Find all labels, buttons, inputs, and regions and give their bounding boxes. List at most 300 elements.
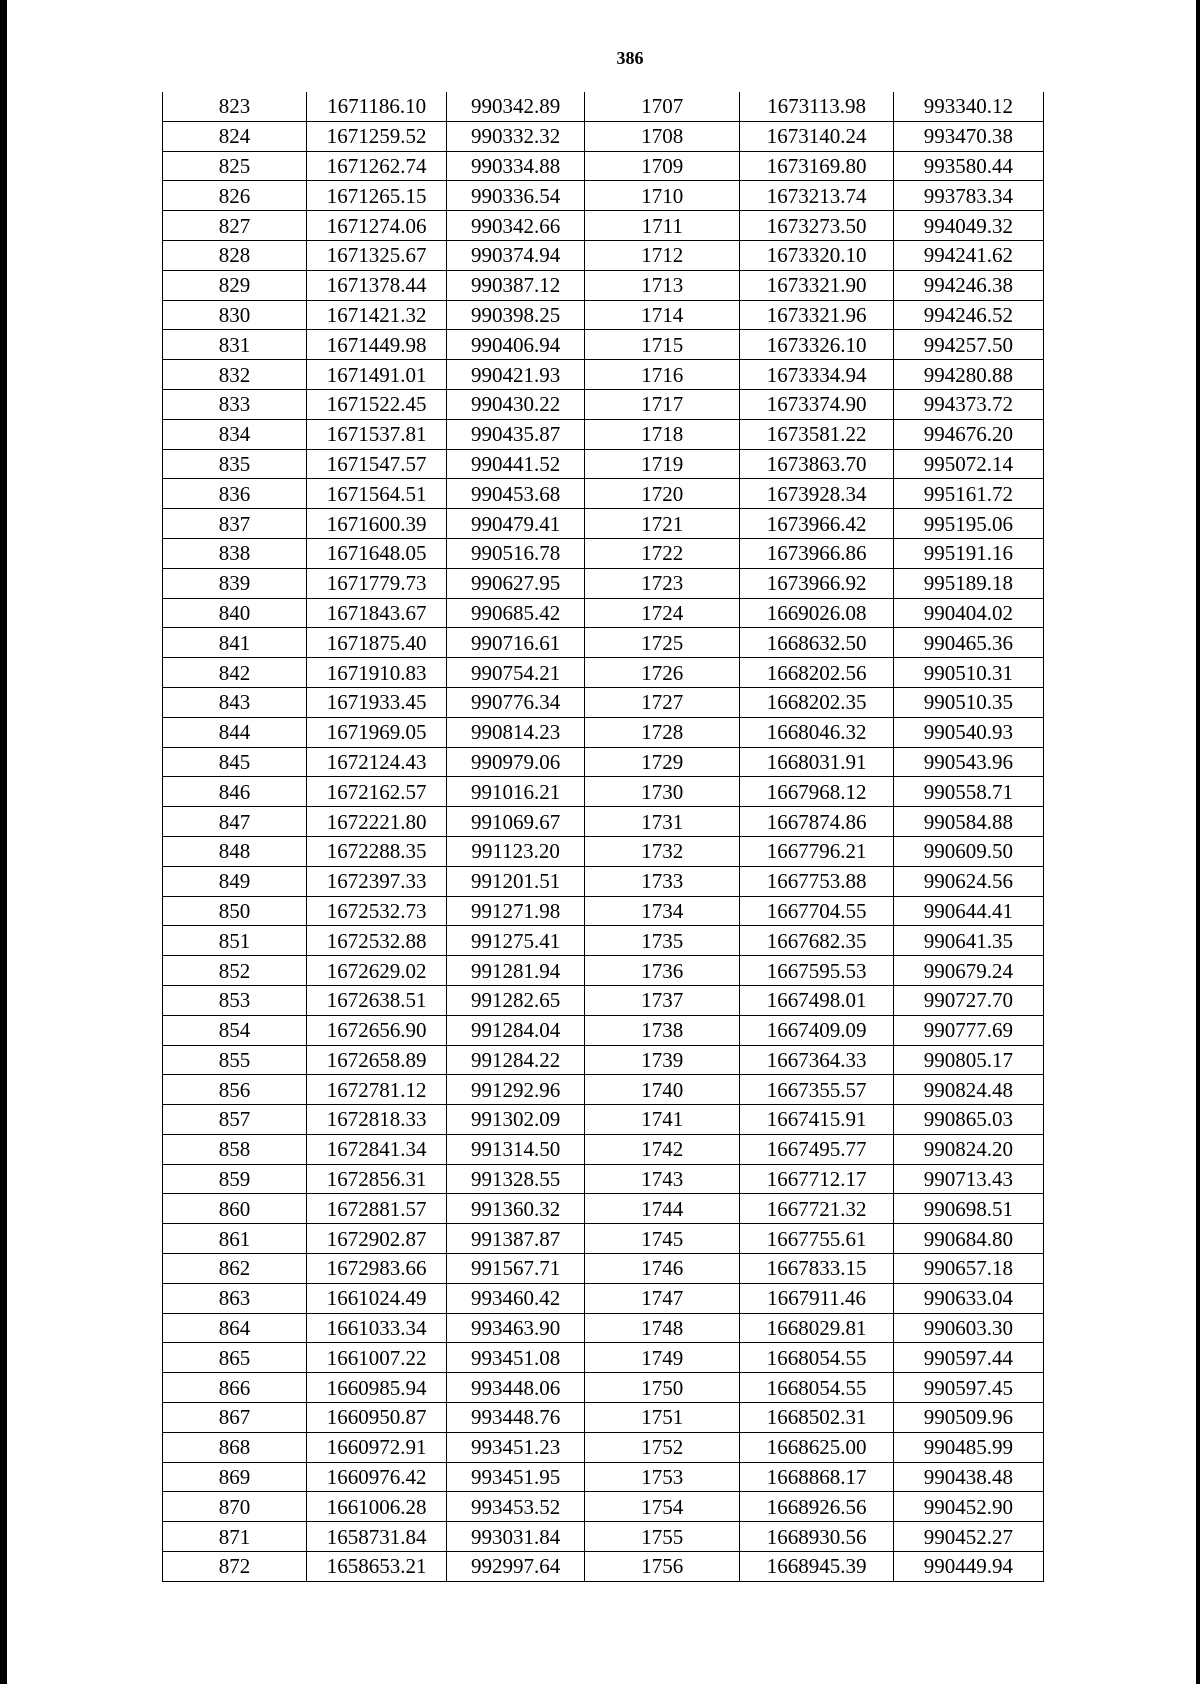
point-number-right-cell: 1724: [585, 598, 740, 628]
y-coordinate-left-cell: 993463.90: [447, 1313, 585, 1343]
y-coordinate-left-cell: 991387.87: [447, 1224, 585, 1254]
table-row: [163, 1075, 1044, 1105]
table-row: [163, 985, 1044, 1015]
x-coordinate-left-cell: 1672841.34: [307, 1134, 447, 1164]
table-row: [163, 1105, 1044, 1135]
y-coordinate-right-cell: 993580.44: [893, 151, 1043, 181]
x-coordinate-right-cell: 1667721.32: [740, 1194, 893, 1224]
y-coordinate-right-cell: 990558.71: [893, 777, 1043, 807]
x-coordinate-right-cell: 1668029.81: [740, 1313, 893, 1343]
table-row: [163, 1522, 1044, 1552]
x-coordinate-right-cell: 1673863.70: [740, 449, 893, 479]
table-row: [163, 1462, 1044, 1492]
point-number-right-cell: 1730: [585, 777, 740, 807]
y-coordinate-right-cell: 990509.96: [893, 1403, 1043, 1433]
point-number-left-cell: 856: [163, 1075, 307, 1105]
table-row: [163, 1283, 1044, 1313]
y-coordinate-left-cell: 991123.20: [447, 836, 585, 866]
point-number-right-cell: 1722: [585, 538, 740, 568]
x-coordinate-right-cell: 1673113.98: [740, 92, 893, 121]
point-number-right-cell: 1753: [585, 1462, 740, 1492]
y-coordinate-right-cell: 995072.14: [893, 449, 1043, 479]
y-coordinate-left-cell: 990716.61: [447, 628, 585, 658]
x-coordinate-right-cell: 1668046.32: [740, 717, 893, 747]
point-number-right-cell: 1739: [585, 1045, 740, 1075]
x-coordinate-left-cell: 1660976.42: [307, 1462, 447, 1492]
x-coordinate-right-cell: 1673321.96: [740, 300, 893, 330]
point-number-left-cell: 831: [163, 330, 307, 360]
y-coordinate-left-cell: 991281.94: [447, 956, 585, 986]
point-number-left-cell: 866: [163, 1373, 307, 1403]
x-coordinate-left-cell: 1671779.73: [307, 568, 447, 598]
point-number-left-cell: 864: [163, 1313, 307, 1343]
table-row: [163, 181, 1044, 211]
y-coordinate-left-cell: 993460.42: [447, 1283, 585, 1313]
y-coordinate-left-cell: 991328.55: [447, 1164, 585, 1194]
y-coordinate-right-cell: 993470.38: [893, 121, 1043, 151]
point-number-left-cell: 830: [163, 300, 307, 330]
y-coordinate-right-cell: 990824.20: [893, 1134, 1043, 1164]
point-number-right-cell: 1733: [585, 866, 740, 896]
x-coordinate-left-cell: 1661033.34: [307, 1313, 447, 1343]
y-coordinate-right-cell: 990404.02: [893, 598, 1043, 628]
table-row: [163, 509, 1044, 539]
x-coordinate-right-cell: 1668926.56: [740, 1492, 893, 1522]
x-coordinate-right-cell: 1667704.55: [740, 896, 893, 926]
point-number-left-cell: 836: [163, 479, 307, 509]
point-number-left-cell: 840: [163, 598, 307, 628]
x-coordinate-left-cell: 1671262.74: [307, 151, 447, 181]
point-number-right-cell: 1749: [585, 1343, 740, 1373]
y-coordinate-right-cell: 990641.35: [893, 926, 1043, 956]
y-coordinate-left-cell: 990387.12: [447, 270, 585, 300]
x-coordinate-right-cell: 1673374.90: [740, 389, 893, 419]
x-coordinate-left-cell: 1671325.67: [307, 240, 447, 270]
table-row: [163, 211, 1044, 241]
point-number-right-cell: 1734: [585, 896, 740, 926]
y-coordinate-right-cell: 990657.18: [893, 1254, 1043, 1284]
point-number-left-cell: 835: [163, 449, 307, 479]
y-coordinate-left-cell: 991314.50: [447, 1134, 585, 1164]
x-coordinate-left-cell: 1672656.90: [307, 1015, 447, 1045]
y-coordinate-right-cell: 995191.16: [893, 538, 1043, 568]
point-number-right-cell: 1708: [585, 121, 740, 151]
x-coordinate-right-cell: 1668202.56: [740, 658, 893, 688]
point-number-right-cell: 1729: [585, 747, 740, 777]
table-row: [163, 300, 1044, 330]
table-row: [163, 479, 1044, 509]
table-row: [163, 1164, 1044, 1194]
x-coordinate-left-cell: 1672983.66: [307, 1254, 447, 1284]
scan-edge-left: [0, 0, 7, 1684]
table-row: [163, 240, 1044, 270]
point-number-left-cell: 826: [163, 181, 307, 211]
y-coordinate-right-cell: 990824.48: [893, 1075, 1043, 1105]
table-row: [163, 151, 1044, 181]
point-number-left-cell: 848: [163, 836, 307, 866]
point-number-right-cell: 1735: [585, 926, 740, 956]
table-row: [163, 717, 1044, 747]
x-coordinate-left-cell: 1671186.10: [307, 92, 447, 121]
x-coordinate-left-cell: 1671522.45: [307, 389, 447, 419]
x-coordinate-right-cell: 1668868.17: [740, 1462, 893, 1492]
x-coordinate-left-cell: 1672781.12: [307, 1075, 447, 1105]
y-coordinate-left-cell: 993448.06: [447, 1373, 585, 1403]
table-row: [163, 628, 1044, 658]
table-row: [163, 121, 1044, 151]
y-coordinate-right-cell: 990540.93: [893, 717, 1043, 747]
y-coordinate-left-cell: 990479.41: [447, 509, 585, 539]
point-number-right-cell: 1714: [585, 300, 740, 330]
table-row: [163, 1403, 1044, 1433]
table-row: [163, 747, 1044, 777]
table-row: [163, 807, 1044, 837]
x-coordinate-left-cell: 1661007.22: [307, 1343, 447, 1373]
y-coordinate-right-cell: 993783.34: [893, 181, 1043, 211]
x-coordinate-right-cell: 1673966.92: [740, 568, 893, 598]
page-number: 386: [616, 48, 644, 68]
x-coordinate-right-cell: 1673321.90: [740, 270, 893, 300]
y-coordinate-right-cell: 990449.94: [893, 1552, 1043, 1582]
point-number-right-cell: 1750: [585, 1373, 740, 1403]
x-coordinate-left-cell: 1661024.49: [307, 1283, 447, 1313]
point-number-right-cell: 1717: [585, 389, 740, 419]
x-coordinate-right-cell: 1668945.39: [740, 1552, 893, 1582]
y-coordinate-right-cell: 994280.88: [893, 360, 1043, 390]
y-coordinate-right-cell: 990465.36: [893, 628, 1043, 658]
x-coordinate-left-cell: 1671491.01: [307, 360, 447, 390]
y-coordinate-left-cell: 990776.34: [447, 687, 585, 717]
x-coordinate-right-cell: 1673273.50: [740, 211, 893, 241]
point-number-right-cell: 1719: [585, 449, 740, 479]
point-number-left-cell: 859: [163, 1164, 307, 1194]
point-number-right-cell: 1748: [585, 1313, 740, 1343]
y-coordinate-right-cell: 995189.18: [893, 568, 1043, 598]
x-coordinate-right-cell: 1667968.12: [740, 777, 893, 807]
y-coordinate-right-cell: 994246.52: [893, 300, 1043, 330]
x-coordinate-right-cell: 1668054.55: [740, 1343, 893, 1373]
y-coordinate-right-cell: 990584.88: [893, 807, 1043, 837]
table-row: [163, 270, 1044, 300]
y-coordinate-right-cell: 994241.62: [893, 240, 1043, 270]
x-coordinate-right-cell: 1667409.09: [740, 1015, 893, 1045]
x-coordinate-right-cell: 1667364.33: [740, 1045, 893, 1075]
x-coordinate-left-cell: 1672902.87: [307, 1224, 447, 1254]
x-coordinate-right-cell: 1673169.80: [740, 151, 893, 181]
y-coordinate-right-cell: 990644.41: [893, 896, 1043, 926]
x-coordinate-left-cell: 1672397.33: [307, 866, 447, 896]
point-number-right-cell: 1740: [585, 1075, 740, 1105]
y-coordinate-right-cell: 990510.35: [893, 687, 1043, 717]
table-row: [163, 1492, 1044, 1522]
table-row: [163, 1015, 1044, 1045]
table-row: [163, 538, 1044, 568]
point-number-left-cell: 862: [163, 1254, 307, 1284]
x-coordinate-left-cell: 1672818.33: [307, 1105, 447, 1135]
y-coordinate-right-cell: 990684.80: [893, 1224, 1043, 1254]
y-coordinate-left-cell: 990398.25: [447, 300, 585, 330]
x-coordinate-right-cell: 1673140.24: [740, 121, 893, 151]
y-coordinate-left-cell: 990342.66: [447, 211, 585, 241]
x-coordinate-right-cell: 1667712.17: [740, 1164, 893, 1194]
x-coordinate-right-cell: 1667355.57: [740, 1075, 893, 1105]
table-row: [163, 1313, 1044, 1343]
x-coordinate-left-cell: 1672532.73: [307, 896, 447, 926]
point-number-left-cell: 839: [163, 568, 307, 598]
y-coordinate-left-cell: 990441.52: [447, 449, 585, 479]
table-row: [163, 926, 1044, 956]
y-coordinate-left-cell: 990334.88: [447, 151, 585, 181]
table-row: [163, 330, 1044, 360]
y-coordinate-right-cell: 990865.03: [893, 1105, 1043, 1135]
point-number-left-cell: 853: [163, 985, 307, 1015]
x-coordinate-left-cell: 1672288.35: [307, 836, 447, 866]
y-coordinate-left-cell: 991292.96: [447, 1075, 585, 1105]
point-number-right-cell: 1741: [585, 1105, 740, 1135]
y-coordinate-left-cell: 991201.51: [447, 866, 585, 896]
y-coordinate-left-cell: 992997.64: [447, 1552, 585, 1582]
table-row: [163, 956, 1044, 986]
table-row: [163, 1373, 1044, 1403]
x-coordinate-left-cell: 1671449.98: [307, 330, 447, 360]
x-coordinate-left-cell: 1660985.94: [307, 1373, 447, 1403]
table-row: [163, 1045, 1044, 1075]
point-number-right-cell: 1747: [585, 1283, 740, 1313]
point-number-right-cell: 1709: [585, 151, 740, 181]
y-coordinate-right-cell: 990727.70: [893, 985, 1043, 1015]
y-coordinate-left-cell: 991567.71: [447, 1254, 585, 1284]
table-row: [163, 1552, 1044, 1582]
table-row: [163, 1343, 1044, 1373]
point-number-left-cell: 858: [163, 1134, 307, 1164]
y-coordinate-right-cell: 990805.17: [893, 1045, 1043, 1075]
point-number-right-cell: 1713: [585, 270, 740, 300]
point-number-left-cell: 868: [163, 1432, 307, 1462]
table-row: [163, 777, 1044, 807]
y-coordinate-right-cell: 990510.31: [893, 658, 1043, 688]
x-coordinate-left-cell: 1671933.45: [307, 687, 447, 717]
y-coordinate-left-cell: 993453.52: [447, 1492, 585, 1522]
point-number-left-cell: 861: [163, 1224, 307, 1254]
y-coordinate-right-cell: 990633.04: [893, 1283, 1043, 1313]
y-coordinate-left-cell: 990336.54: [447, 181, 585, 211]
point-number-right-cell: 1745: [585, 1224, 740, 1254]
x-coordinate-right-cell: 1673966.86: [740, 538, 893, 568]
x-coordinate-left-cell: 1672856.31: [307, 1164, 447, 1194]
scan-edge-right: [1196, 0, 1200, 1684]
point-number-left-cell: 843: [163, 687, 307, 717]
point-number-left-cell: 847: [163, 807, 307, 837]
y-coordinate-right-cell: 990713.43: [893, 1164, 1043, 1194]
point-number-right-cell: 1718: [585, 419, 740, 449]
x-coordinate-right-cell: 1669026.08: [740, 598, 893, 628]
y-coordinate-left-cell: 991282.65: [447, 985, 585, 1015]
x-coordinate-left-cell: 1672658.89: [307, 1045, 447, 1075]
table-row: [163, 1224, 1044, 1254]
y-coordinate-left-cell: 990685.42: [447, 598, 585, 628]
point-number-right-cell: 1736: [585, 956, 740, 986]
table-row: [163, 687, 1044, 717]
x-coordinate-left-cell: 1671378.44: [307, 270, 447, 300]
point-number-right-cell: 1732: [585, 836, 740, 866]
point-number-right-cell: 1725: [585, 628, 740, 658]
x-coordinate-left-cell: 1672221.80: [307, 807, 447, 837]
point-number-left-cell: 833: [163, 389, 307, 419]
y-coordinate-right-cell: 990698.51: [893, 1194, 1043, 1224]
y-coordinate-right-cell: 990543.96: [893, 747, 1043, 777]
x-coordinate-right-cell: 1673213.74: [740, 181, 893, 211]
point-number-right-cell: 1723: [585, 568, 740, 598]
y-coordinate-right-cell: 990438.48: [893, 1462, 1043, 1492]
point-number-right-cell: 1711: [585, 211, 740, 241]
table-row: [163, 1134, 1044, 1164]
y-coordinate-right-cell: 994246.38: [893, 270, 1043, 300]
point-number-left-cell: 851: [163, 926, 307, 956]
y-coordinate-left-cell: 990627.95: [447, 568, 585, 598]
x-coordinate-left-cell: 1672881.57: [307, 1194, 447, 1224]
coordinates-table-body: [163, 92, 1044, 1581]
point-number-right-cell: 1721: [585, 509, 740, 539]
y-coordinate-left-cell: 990332.32: [447, 121, 585, 151]
x-coordinate-right-cell: 1668632.50: [740, 628, 893, 658]
x-coordinate-right-cell: 1667753.88: [740, 866, 893, 896]
x-coordinate-left-cell: 1671547.57: [307, 449, 447, 479]
point-number-left-cell: 838: [163, 538, 307, 568]
table-row: [163, 1432, 1044, 1462]
y-coordinate-left-cell: 991360.32: [447, 1194, 585, 1224]
point-number-right-cell: 1710: [585, 181, 740, 211]
y-coordinate-right-cell: 990452.27: [893, 1522, 1043, 1552]
y-coordinate-left-cell: 993448.76: [447, 1403, 585, 1433]
point-number-left-cell: 827: [163, 211, 307, 241]
point-number-left-cell: 842: [163, 658, 307, 688]
point-number-left-cell: 854: [163, 1015, 307, 1045]
x-coordinate-right-cell: 1667682.35: [740, 926, 893, 956]
y-coordinate-right-cell: 990597.44: [893, 1343, 1043, 1373]
point-number-right-cell: 1743: [585, 1164, 740, 1194]
point-number-left-cell: 828: [163, 240, 307, 270]
y-coordinate-left-cell: 993451.95: [447, 1462, 585, 1492]
point-number-left-cell: 855: [163, 1045, 307, 1075]
x-coordinate-left-cell: 1672124.43: [307, 747, 447, 777]
point-number-left-cell: 857: [163, 1105, 307, 1135]
point-number-right-cell: 1752: [585, 1432, 740, 1462]
point-number-right-cell: 1726: [585, 658, 740, 688]
x-coordinate-right-cell: 1667911.46: [740, 1283, 893, 1313]
point-number-left-cell: 829: [163, 270, 307, 300]
x-coordinate-left-cell: 1671648.05: [307, 538, 447, 568]
x-coordinate-right-cell: 1673966.42: [740, 509, 893, 539]
x-coordinate-right-cell: 1668625.00: [740, 1432, 893, 1462]
point-number-right-cell: 1715: [585, 330, 740, 360]
coordinates-table: [162, 92, 1044, 1582]
x-coordinate-right-cell: 1667796.21: [740, 836, 893, 866]
table-row: [163, 896, 1044, 926]
point-number-left-cell: 823: [163, 92, 307, 121]
x-coordinate-left-cell: 1671564.51: [307, 479, 447, 509]
point-number-right-cell: 1731: [585, 807, 740, 837]
y-coordinate-left-cell: 990342.89: [447, 92, 585, 121]
x-coordinate-right-cell: 1673326.10: [740, 330, 893, 360]
y-coordinate-left-cell: 990814.23: [447, 717, 585, 747]
x-coordinate-left-cell: 1671421.32: [307, 300, 447, 330]
y-coordinate-left-cell: 991284.04: [447, 1015, 585, 1045]
point-number-left-cell: 867: [163, 1403, 307, 1433]
x-coordinate-right-cell: 1668202.35: [740, 687, 893, 717]
y-coordinate-right-cell: 990777.69: [893, 1015, 1043, 1045]
y-coordinate-right-cell: 990452.90: [893, 1492, 1043, 1522]
x-coordinate-left-cell: 1671969.05: [307, 717, 447, 747]
y-coordinate-left-cell: 990421.93: [447, 360, 585, 390]
x-coordinate-right-cell: 1668502.31: [740, 1403, 893, 1433]
y-coordinate-left-cell: 993451.23: [447, 1432, 585, 1462]
point-number-left-cell: 832: [163, 360, 307, 390]
point-number-left-cell: 863: [163, 1283, 307, 1313]
x-coordinate-right-cell: 1673581.22: [740, 419, 893, 449]
y-coordinate-right-cell: 993340.12: [893, 92, 1043, 121]
y-coordinate-left-cell: 993031.84: [447, 1522, 585, 1552]
point-number-left-cell: 871: [163, 1522, 307, 1552]
y-coordinate-right-cell: 990624.56: [893, 866, 1043, 896]
point-number-right-cell: 1738: [585, 1015, 740, 1045]
y-coordinate-right-cell: 990485.99: [893, 1432, 1043, 1462]
y-coordinate-left-cell: 991271.98: [447, 896, 585, 926]
y-coordinate-left-cell: 991275.41: [447, 926, 585, 956]
y-coordinate-left-cell: 990516.78: [447, 538, 585, 568]
table-row: [163, 1194, 1044, 1224]
y-coordinate-left-cell: 993451.08: [447, 1343, 585, 1373]
point-number-left-cell: 872: [163, 1552, 307, 1582]
table-row: [163, 360, 1044, 390]
point-number-right-cell: 1737: [585, 985, 740, 1015]
point-number-left-cell: 869: [163, 1462, 307, 1492]
point-number-right-cell: 1751: [585, 1403, 740, 1433]
point-number-right-cell: 1746: [585, 1254, 740, 1284]
x-coordinate-left-cell: 1672638.51: [307, 985, 447, 1015]
table-row: [163, 836, 1044, 866]
point-number-left-cell: 852: [163, 956, 307, 986]
table-row: [163, 92, 1044, 121]
point-number-right-cell: 1707: [585, 92, 740, 121]
point-number-right-cell: 1727: [585, 687, 740, 717]
x-coordinate-right-cell: 1673928.34: [740, 479, 893, 509]
x-coordinate-left-cell: 1661006.28: [307, 1492, 447, 1522]
point-number-left-cell: 824: [163, 121, 307, 151]
table-row: [163, 658, 1044, 688]
x-coordinate-right-cell: 1667755.61: [740, 1224, 893, 1254]
point-number-left-cell: 865: [163, 1343, 307, 1373]
point-number-left-cell: 860: [163, 1194, 307, 1224]
point-number-right-cell: 1712: [585, 240, 740, 270]
x-coordinate-left-cell: 1660950.87: [307, 1403, 447, 1433]
point-number-right-cell: 1744: [585, 1194, 740, 1224]
point-number-right-cell: 1716: [585, 360, 740, 390]
x-coordinate-right-cell: 1668930.56: [740, 1522, 893, 1552]
point-number-left-cell: 845: [163, 747, 307, 777]
x-coordinate-left-cell: 1658731.84: [307, 1522, 447, 1552]
table-row: [163, 449, 1044, 479]
y-coordinate-left-cell: 990430.22: [447, 389, 585, 419]
x-coordinate-left-cell: 1660972.91: [307, 1432, 447, 1462]
x-coordinate-left-cell: 1671910.83: [307, 658, 447, 688]
x-coordinate-left-cell: 1658653.21: [307, 1552, 447, 1582]
point-number-left-cell: 825: [163, 151, 307, 181]
x-coordinate-right-cell: 1673334.94: [740, 360, 893, 390]
x-coordinate-right-cell: 1667874.86: [740, 807, 893, 837]
x-coordinate-right-cell: 1667833.15: [740, 1254, 893, 1284]
point-number-left-cell: 834: [163, 419, 307, 449]
y-coordinate-left-cell: 990406.94: [447, 330, 585, 360]
